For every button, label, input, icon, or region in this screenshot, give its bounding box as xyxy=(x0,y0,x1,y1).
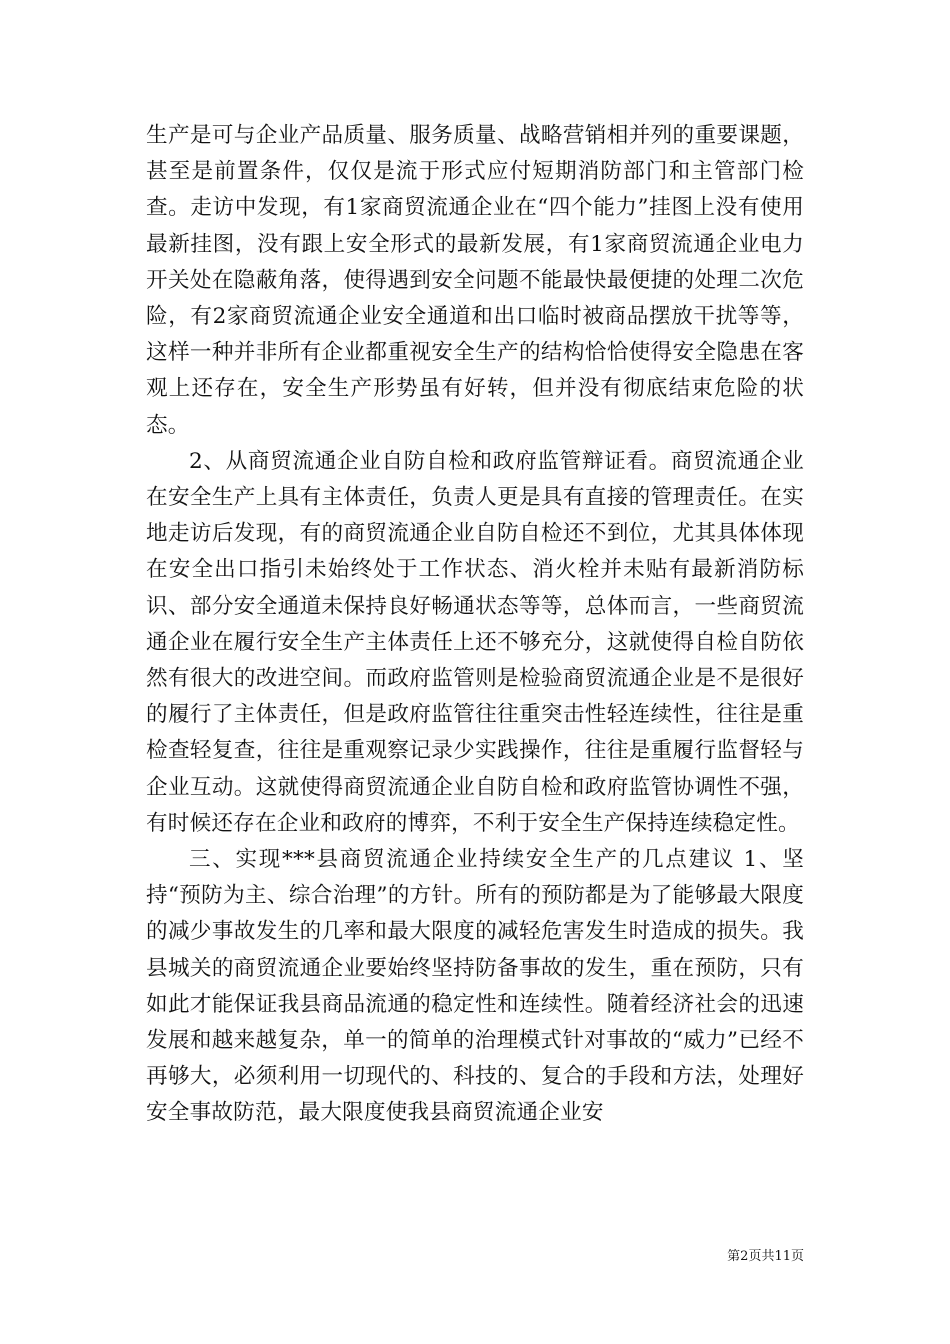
paragraph-1: 生产是可与企业产品质量、服务质量、战略营销相并列的重要课题，甚至是前置条件，仅仅是流于形式应付短期消防部门和主管部门检查。走访中发现，有1家商贸流通企业在“四个能力”挂图上没有使用最新挂图，没有跟上安全形式的最新发展，有1家商贸流通企业电力开关处在隐蔽角落，使得遇到安全问题不能最快最便捷的处理二次危险，有2家商贸流通企业安全通道和出口临时被商品摆放干扰等等，这样一种并非所有企业都重视安全生产的结构恰恰使得安全隐患在客观上还存在，安全生产形势虽有好转，但并没有彻底结束危险的状态。 xyxy=(146,123,804,438)
paragraph-2: 2、从商贸流通企业自防自检和政府监管辩证看。商贸流通企业在安全生产上具有主体责任，负责人更是具有直接的管理责任。在实地走访后发现，有的商贸流通企业自防自检还不到位，尤其具体体现在安全出口指引未始终处于工作状态、消火栓并未贴有最新消防标识、部分安全通道未保持良好畅通状态等等，总体而言，一些商贸流通企业在履行安全生产主体责任上还不够充分，这就使得自检自防依然有很大的改进空间。而政府监管则是检验商贸流通企业是不是很好的履行了主体责任，但是政府监管往往重突击性轻连续性，往往是重检查轻复查，往往是重观察记录少实践操作，往往是重履行监督轻与企业互动。这就使得商贸流通企业自防自检和政府监管协调性不强，有时候还存在企业和政府的博弈，不利于安全生产保持连续稳定性。 xyxy=(146,448,804,836)
paragraph-3: 三、实现***县商贸流通企业持续安全生产的几点建议 1、坚持“预防为主、综合治理”的方针。所有的预防都是为了能够最大限度的减少事故发生的几率和最大限度的减轻危害发生时造成的损失。我县城关的商贸流通企业要始终坚持防备事故的发生，重在预防，只有如此才能保证我县商品流通的稳定性和连续性。随着经济社会的迅速发展和越来越复杂，单一的简单的治理模式针对事故的“威力”已经不再够大，必须利用一切现代的、科技的、复合的手段和方法，处理好安全事故防范，最大限度使我县商贸流通企业安 xyxy=(146,847,804,1126)
page-number: 第2页共11页 xyxy=(727,1249,804,1264)
document-body xyxy=(146,118,804,1132)
